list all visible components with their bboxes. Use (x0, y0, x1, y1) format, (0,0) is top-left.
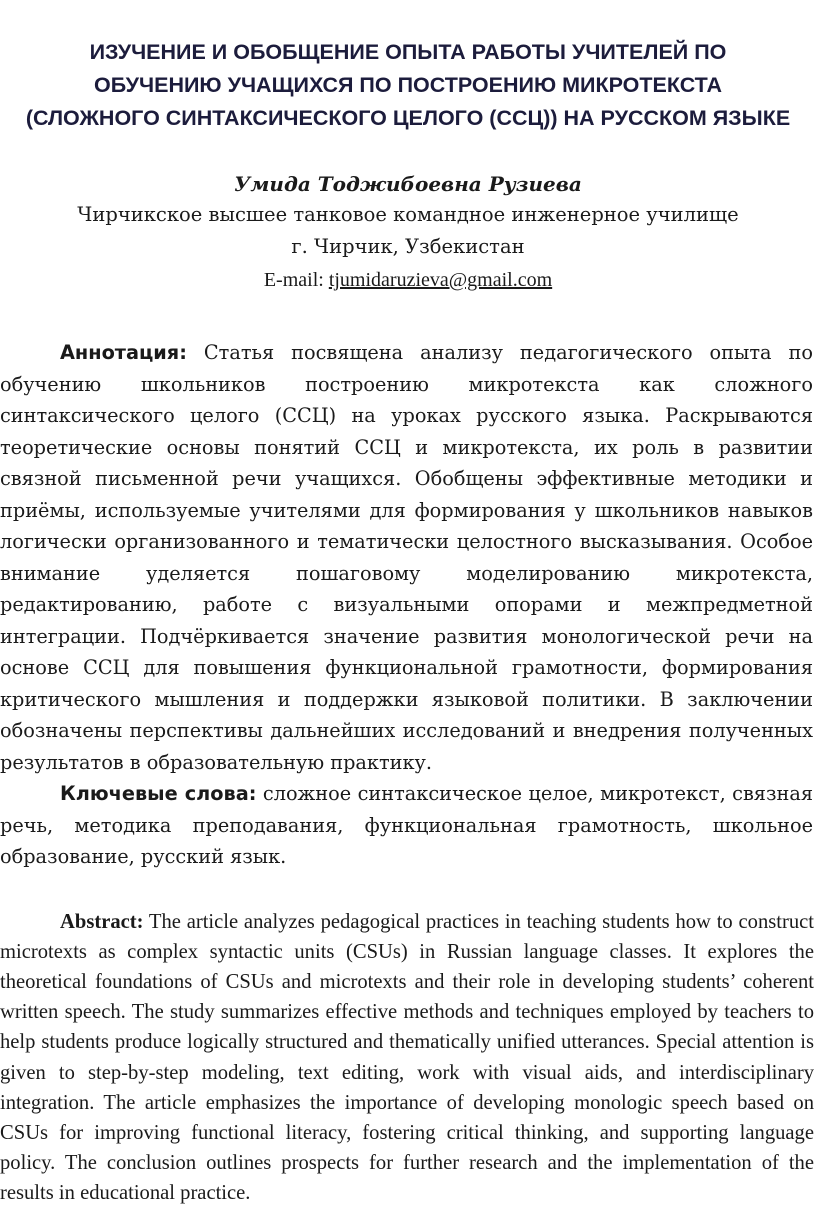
title-line-1: ИЗУЧЕНИЕ И ОБОБЩЕНИЕ ОПЫТА РАБОТЫ УЧИТЕЛЕЙ ПО (89, 40, 727, 64)
annotation-label-colon: : (179, 341, 187, 364)
title-line-3: (СЛОЖНОГО СИНТАКСИЧЕСКОГО ЦЕЛОГО (ССЦ)) НА РУССКОМ ЯЗЫКЕ (25, 106, 791, 130)
article-title (0, 36, 816, 135)
email-label: E-mail: (263, 269, 329, 291)
keywords-label-text: Ключевые слова (60, 782, 249, 805)
annotation-label-text: Аннотация (60, 341, 180, 364)
email-link[interactable]: tjumidaruzieva@gmail.com (328, 269, 553, 291)
annotation-label (60, 341, 187, 364)
abstract-label: Abstract: (60, 910, 144, 933)
title-line-2: ОБУЧЕНИЮ УЧАЩИХСЯ ПО ПОСТРОЕНИЮ МИКРОТЕКСТА (93, 73, 722, 97)
author-affiliation: Чирчикское высшее танковое командное инженерное училище (77, 203, 739, 226)
abstract-text: The article analyzes pedagogical practices in teaching students how to construct microtexts as complex syntactic units (CSUs) in Russian language classes. It explores the theoretical foundations of CSUs and microtexts and their role in developing students’ coherent written speech. The study summarizes effective methods and techniques employed by teachers to help students produce logically structured and thematically unified utterances. Special attention is given to step-by-step modeling, text editing, work with visual aids, and interdisciplinary integration. The article emphasizes the importance of developing monologic speech based on CSUs for improving functional literacy, fostering critical thinking, and supporting language policy. The conclusion outlines prospects for further research and the implementation of the results in educational practice. (0, 910, 814, 1205)
keywords-ru (0, 778, 813, 873)
keywords-label-colon: : (248, 782, 257, 805)
annotation-text: Статья посвящена анализу педагогического опыта по обучению школьников построению микротекста как сложного синтаксического целого (ССЦ) на уроках русского языка. Раскрываются теоретические основы понятий ССЦ и микротекста, их роль в развитии связной письменной речи учащихся. Обобщены эффективные методики и приёмы, используемые учителями для формирования у школьников навыков логически организованного и тематически целостного высказывания. Особое внимание уделяется пошаговому моделированию микротекста, редактированию, работе с визуальными опорами и межпредметной интеграции. Подчёркивается значение развития монологической речи на основе ССЦ для повышения функциональной грамотности, формирования критического мышления и поддержки языковой политики. В заключении обозначены перспективы дальнейших исследований и внедрения полученных результатов в образовательную практику. (0, 341, 813, 774)
author-email-line (0, 263, 816, 297)
author-location: г. Чирчик, Узбекистан (291, 235, 525, 258)
annotation-ru (0, 337, 813, 778)
keywords-label (60, 782, 256, 805)
keywords-text: сложное синтаксическое целое, микротекст, связная речь, методика преподавания, функциональная грамотность, школьное образование, русский язык. (0, 782, 813, 868)
abstract-en (0, 907, 814, 1209)
author-name: Умида Тоджибоевна Рузиева (234, 172, 582, 196)
